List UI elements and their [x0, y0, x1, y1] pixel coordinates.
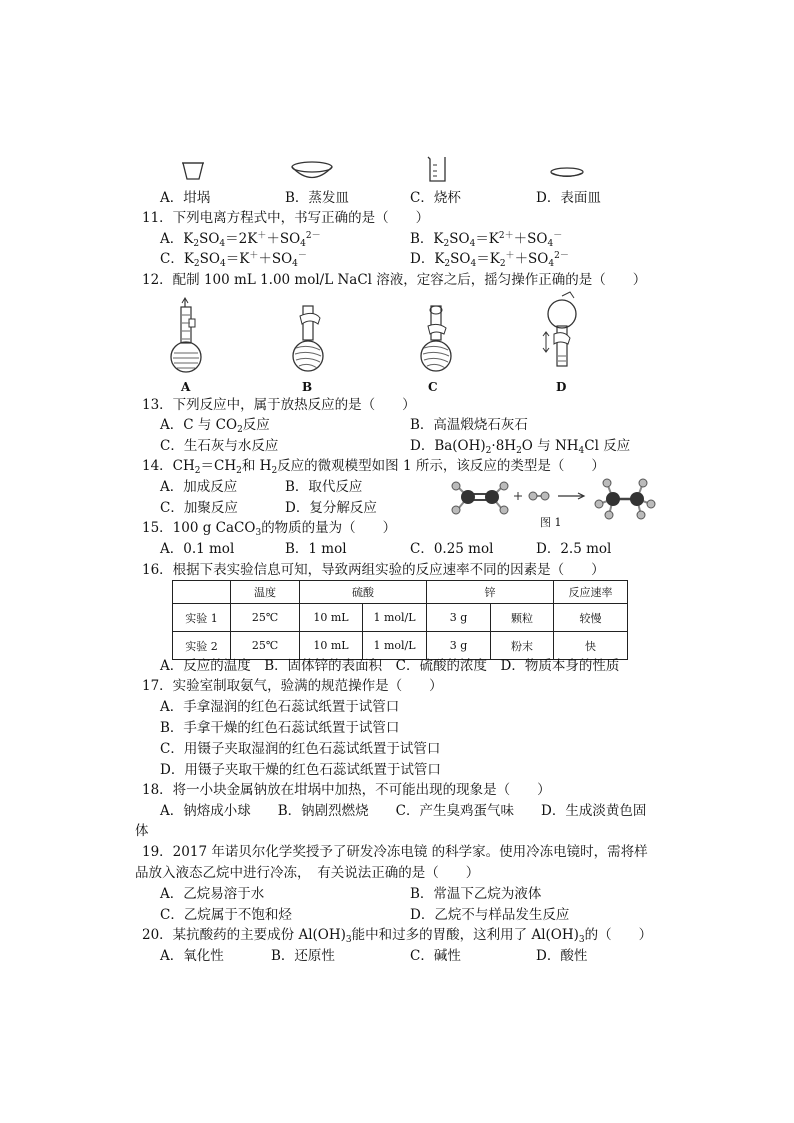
beaker-icon: [426, 155, 448, 183]
q11-option-a: A．$K_2SO_4=2K^++SO_4^{2-}$: [160, 231, 321, 249]
q13-option-b: B．高温煅烧石灰石: [410, 417, 528, 433]
q16-options: A．反应的温度 B．固体锌的表面积 C．硫酸的浓度 D．物质本身的性质: [160, 658, 620, 674]
table-header-cell: [173, 581, 231, 604]
table-cell: 10 mL: [300, 604, 363, 632]
figure-1-caption: 图 1: [540, 516, 562, 529]
q15-option-b: B．1 mol: [285, 541, 347, 557]
q14-option-c: C．加聚反应: [160, 500, 238, 516]
q20-option-a: A．氧化性: [160, 948, 224, 964]
table-header-row: [173, 581, 628, 604]
q14-option-a: A．加成反应: [160, 479, 238, 495]
q12-label-b: B: [302, 380, 313, 394]
q10-option-a: A．坩埚: [160, 190, 211, 206]
q15-option-a: A．0.1 mol: [160, 541, 235, 557]
table-cell: 实验 1: [173, 604, 231, 632]
q20-stem: 20．某抗酸药的主要成份 $Al(OH)_3$能中和过多的胃酸，这利用了 $Al(OH)_3$的（ ）: [142, 927, 653, 945]
reaction-arrow-icon: [556, 490, 586, 502]
q11-stem: 11．下列电离方程式中，书写正确的是（ ）: [142, 210, 430, 226]
q19-option-b: B．常温下乙烷为液体: [410, 886, 542, 902]
q13-option-d: D．$Ba(OH)_2\cdot 8H_2O$ 与 $NH_4Cl$ 反应: [410, 438, 631, 456]
q20-option-b: B．还原性: [271, 948, 335, 964]
q18-options-cont: 体: [135, 823, 149, 839]
table-header-cell: 温度: [231, 581, 300, 604]
q13-option-c: C．生石灰与水反应: [160, 438, 279, 454]
flask-a-icon: [168, 297, 208, 377]
ethylene-molecule-icon: [450, 480, 510, 516]
experiment-table: [172, 580, 628, 660]
crucible-icon: [181, 160, 205, 182]
q14-stem: 14．$CH_2=CH_2$和 $H_2$反应的微观模型如图 1 所示，该反应的类型是（ ）: [142, 458, 605, 476]
q18-options: A．钠熔成小球 B．钠剧烈燃烧 C．产生臭鸡蛋气味 D．生成淡黄色固: [160, 803, 647, 819]
table-cell: 10 mL: [300, 632, 363, 660]
q17-option-b: B．手拿干燥的红色石蕊试纸置于试管口: [160, 720, 400, 736]
table-header-cell: 锌: [427, 581, 554, 604]
q14-option-b: B．取代反应: [285, 479, 363, 495]
q19-option-a: A．乙烷易溶于水: [160, 886, 265, 902]
table-cell: 1 mol/L: [363, 604, 427, 632]
q17-stem: 17．实验室制取氨气，验满的规范操作是（ ）: [142, 678, 443, 694]
q11-option-b: B．$K_2SO_4=K^{2+}+SO_4^-$: [410, 231, 563, 249]
table-cell: 1 mol/L: [363, 632, 427, 660]
q15-option-d: D．2.5 mol: [536, 541, 612, 557]
q15-option-c: C．0.25 mol: [410, 541, 494, 557]
q19-stem-line2: 品放入液态乙烷中进行冷冻， 有关说法正确的是（ ）: [135, 865, 480, 881]
q16-stem: 16．根据下表实验信息可知，导致两组实验的反应速率不同的因素是（ ）: [142, 562, 605, 578]
table-row: [173, 632, 628, 660]
table-cell: 较慢: [554, 604, 628, 632]
q12-label-a: A: [181, 380, 191, 394]
flask-c-icon: [418, 304, 458, 378]
q19-option-c: C．乙烷属于不饱和烃: [160, 907, 292, 923]
q11-option-c: C．$K_2SO_4=K^++SO_4^-$: [160, 251, 307, 269]
q13-option-a: A．C 与 $CO_2$反应: [160, 417, 270, 435]
q14-option-d: D．复分解反应: [285, 500, 377, 516]
q19-stem-line1: 19．2017 年诺贝尔化学奖授予了研发冷冻电镜 的科学家。使用冷冻电镜时，需将样: [142, 844, 648, 860]
table-header-cell: 反应速率: [554, 581, 628, 604]
q10-option-b: B．蒸发皿: [285, 190, 349, 206]
table-cell: 3 g: [427, 632, 491, 660]
q12-stem: 12．配制 100 mL 1.00 mol/L NaCl 溶液，定容之后，摇匀操作正确的是（ ）: [142, 272, 647, 288]
q18-stem: 18．将一小块金属钠放在坩埚中加热，不可能出现的现象是（ ）: [142, 782, 551, 798]
q20-option-d: D．酸性: [536, 948, 588, 964]
q17-option-a: A．手拿湿润的红色石蕊试纸置于试管口: [160, 699, 400, 715]
q13-stem: 13．下列反应中，属于放热反应的是（ ）: [142, 397, 416, 413]
q10-option-c: C．烧杯: [410, 190, 461, 206]
flask-b-icon: [290, 304, 330, 378]
q17-option-c: C．用镊子夹取湿润的红色石蕊试纸置于试管口: [160, 741, 441, 757]
table-cell: 3 g: [427, 604, 491, 632]
flask-d-icon: [540, 290, 584, 380]
evaporating-dish-icon: [290, 160, 334, 182]
table-cell: 快: [554, 632, 628, 660]
hydrogen-molecule-icon: [528, 490, 550, 502]
watch-glass-icon: [550, 167, 584, 179]
plus-sign-icon: [512, 490, 524, 502]
table-cell: 25℃: [231, 632, 300, 660]
table-row: [173, 604, 628, 632]
q15-stem: 15．100 g CaCO$_3$的物质的量为（ ）: [142, 520, 397, 538]
q20-option-c: C．碱性: [410, 948, 461, 964]
q11-option-d: D．$K_2SO_4=K_2^++SO_4^{2-}$: [410, 251, 569, 269]
table-cell: 粉末: [491, 632, 554, 660]
q17-option-d: D．用镊子夹取干燥的红色石蕊试纸置于试管口: [160, 762, 441, 778]
table-cell: 25℃: [231, 604, 300, 632]
ethane-molecule-icon: [595, 478, 655, 520]
q12-label-d: D: [556, 380, 567, 394]
table-cell: 实验 2: [173, 632, 231, 660]
table-header-cell: 硫酸: [300, 581, 427, 604]
table-cell: 颗粒: [491, 604, 554, 632]
q19-option-d: D．乙烷不与样品发生反应: [410, 907, 570, 923]
q12-label-c: C: [428, 380, 438, 394]
q10-option-d: D．表面皿: [536, 190, 601, 206]
